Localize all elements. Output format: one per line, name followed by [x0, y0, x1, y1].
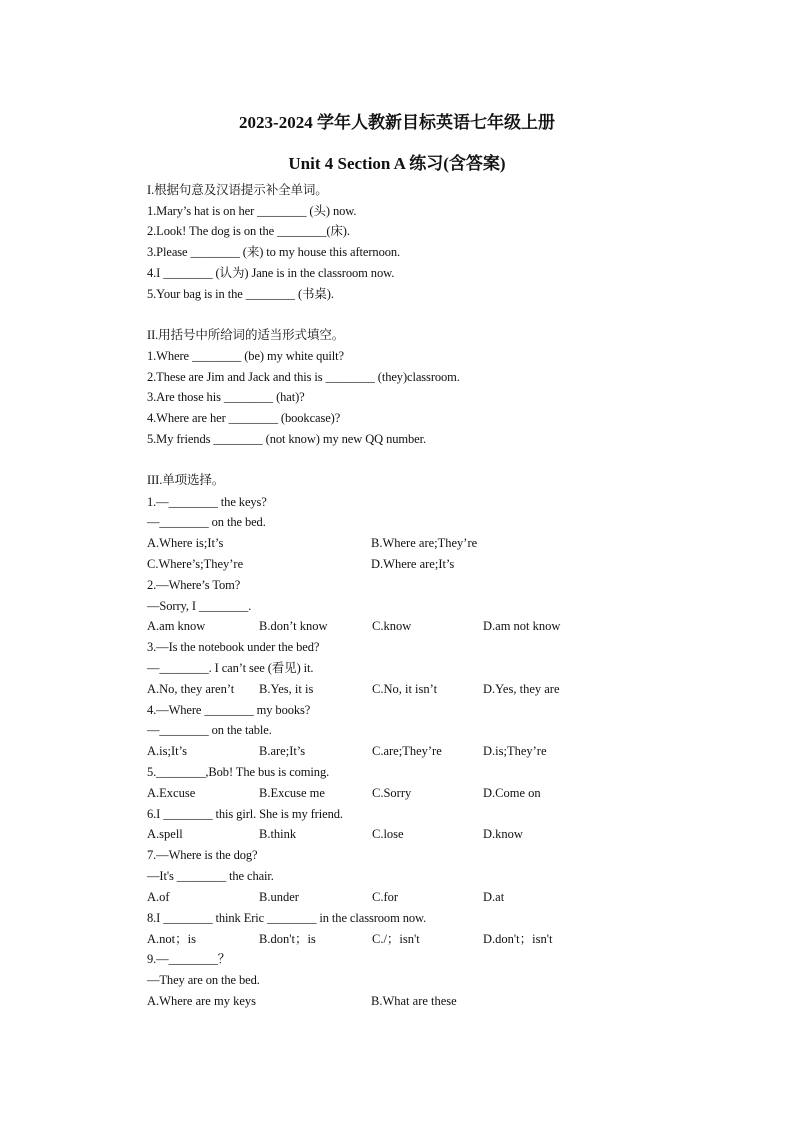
- section-heading-3: III.单项选择。: [147, 473, 225, 487]
- question-line: 2.These are Jim and Jack and this is ________ (they)classroom.: [147, 370, 460, 384]
- option-a: A.is;It’s: [147, 744, 187, 758]
- document-title: 2023-2024 学年人教新目标英语七年级上册: [239, 113, 555, 132]
- option-c: C.know: [372, 619, 412, 633]
- option-d: D.at: [483, 890, 505, 904]
- question-stem: 6.I ________ this girl. She is my friend.: [147, 807, 343, 821]
- question-line: 1.Where ________ (be) my white quilt?: [147, 349, 344, 363]
- option-d: D.Yes, they are: [483, 682, 560, 696]
- option-b: B.under: [259, 890, 299, 904]
- option-d: D.Where are;It’s: [371, 557, 455, 571]
- option-row: [147, 889, 647, 905]
- option-a: A.spell: [147, 827, 183, 841]
- option-a: A.not；is: [147, 932, 196, 946]
- question-stem: 4.—Where ________ my books?: [147, 703, 311, 717]
- question-line: 5.Your bag is in the ________ (书桌).: [147, 287, 334, 301]
- option-c: C.Sorry: [372, 786, 412, 800]
- question-stem: —________. I can’t see (看见) it.: [147, 661, 314, 675]
- option-row: [147, 535, 647, 551]
- option-c: C.are;They’re: [372, 744, 442, 758]
- option-b: B.think: [259, 827, 297, 841]
- question-stem: —They are on the bed.: [147, 973, 260, 987]
- document-subtitle: Unit 4 Section A 练习(含答案): [288, 154, 506, 173]
- option-row: [147, 931, 647, 947]
- question-stem: —________ on the table.: [147, 723, 272, 737]
- option-c: C./；isn't: [372, 932, 420, 946]
- question-line: 3.Please ________ (来) to my house this afternoon.: [147, 245, 401, 259]
- question-stem: —________ on the bed.: [147, 515, 266, 529]
- question-stem: 5.________,Bob! The bus is coming.: [147, 765, 330, 779]
- option-row: [147, 785, 647, 801]
- option-d: D.know: [483, 827, 523, 841]
- section-heading-2: II.用括号中所给词的适当形式填空。: [147, 328, 345, 342]
- option-a: A.Excuse: [147, 786, 196, 800]
- option-d: D.Come on: [483, 786, 541, 800]
- question-stem: 3.—Is the notebook under the bed?: [147, 640, 320, 654]
- option-row: [147, 556, 647, 572]
- option-b: B.What are these: [371, 994, 457, 1008]
- option-a: A.No, they aren’t: [147, 682, 235, 696]
- option-c: C.Where’s;They’re: [147, 557, 244, 571]
- option-row: [147, 618, 647, 634]
- question-line: 1.Mary’s hat is on her ________ (头) now.: [147, 204, 357, 218]
- option-c: C.No, it isn’t: [372, 682, 438, 696]
- option-a: A.Where are my keys: [147, 994, 256, 1008]
- option-a: A.of: [147, 890, 170, 904]
- option-d: D.am not know: [483, 619, 561, 633]
- option-c: C.lose: [372, 827, 404, 841]
- question-line: 5.My friends ________ (not know) my new QQ number.: [147, 432, 426, 446]
- option-d: D.don't；isn't: [483, 932, 553, 946]
- option-a: A.am know: [147, 619, 206, 633]
- option-row: [147, 993, 647, 1009]
- question-line: 2.Look! The dog is on the ________(床).: [147, 224, 350, 238]
- option-b: B.are;It’s: [259, 744, 306, 758]
- option-b: B.don't；is: [259, 932, 316, 946]
- question-line: 4.Where are her ________ (bookcase)?: [147, 411, 341, 425]
- option-row: [147, 681, 647, 697]
- question-stem: 7.—Where is the dog?: [147, 848, 258, 862]
- question-line: 3.Are those his ________ (hat)?: [147, 390, 305, 404]
- question-stem: 2.—Where’s Tom?: [147, 578, 241, 592]
- section-heading-1: I.根据句意及汉语提示补全单词。: [147, 183, 328, 197]
- option-d: D.is;They’re: [483, 744, 547, 758]
- option-b: B.don’t know: [259, 619, 328, 633]
- option-a: A.Where is;It’s: [147, 536, 224, 550]
- question-stem: 8.I ________ think Eric ________ in the classroom now.: [147, 911, 427, 925]
- option-b: B.Yes, it is: [259, 682, 314, 696]
- question-stem: 1.—________ the keys?: [147, 495, 267, 509]
- option-b: B.Excuse me: [259, 786, 325, 800]
- question-stem: —Sorry, I ________.: [147, 599, 252, 613]
- option-b: B.Where are;They’re: [371, 536, 478, 550]
- option-row: [147, 826, 647, 842]
- question-line: 4.I ________ (认为) Jane is in the classroom now.: [147, 266, 395, 280]
- option-row: [147, 743, 647, 759]
- question-stem: 9.—________？: [147, 952, 231, 966]
- question-stem: —It's ________ the chair.: [147, 869, 274, 883]
- option-c: C.for: [372, 890, 399, 904]
